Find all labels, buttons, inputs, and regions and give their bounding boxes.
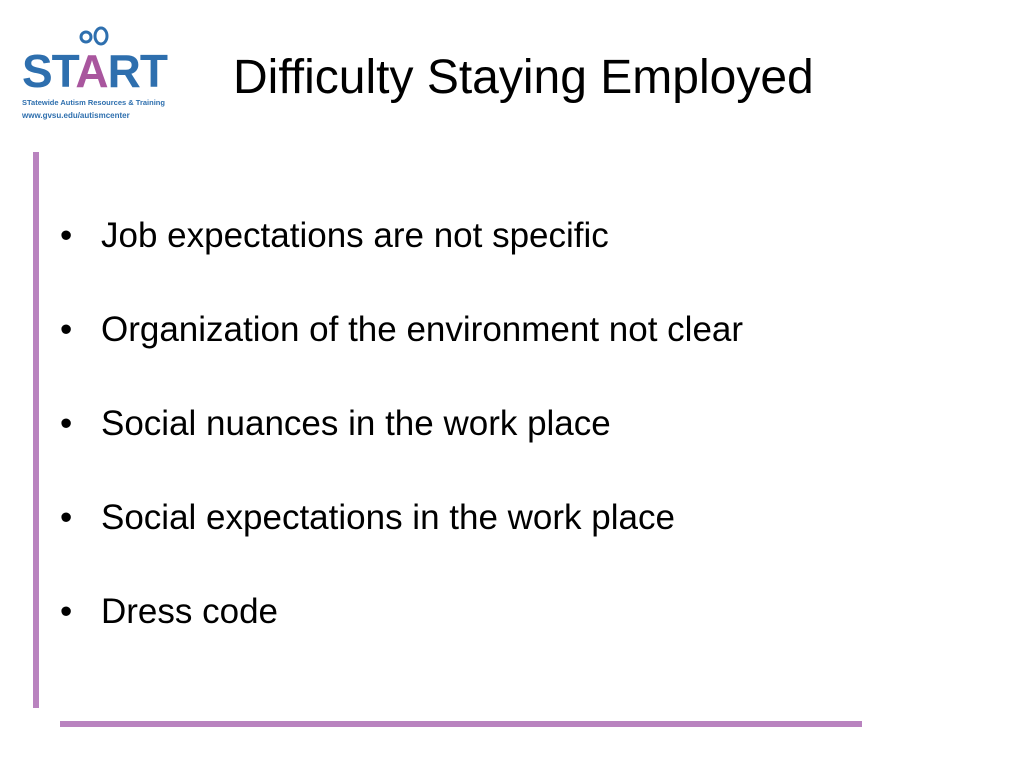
bullet-text: Organization of the environment not clear	[101, 310, 744, 349]
horizontal-accent-rule	[60, 721, 862, 727]
bullet-text: Job expectations are not specific	[101, 216, 609, 255]
bullet-marker: •	[60, 404, 73, 443]
bullet-marker: •	[60, 216, 73, 255]
bullet-text: Social expectations in the work place	[101, 498, 675, 537]
vertical-accent-rule	[33, 152, 39, 708]
bullet-text: Social nuances in the work place	[101, 404, 611, 443]
slide-title: Difficulty Staying Employed	[233, 51, 814, 104]
bullet-marker: •	[60, 592, 73, 631]
bullet-marker: •	[60, 310, 73, 349]
start-logo	[20, 26, 167, 122]
logo-tagline: STatewide Autism Resources & Training	[22, 98, 165, 107]
bullet-text: Dress code	[101, 592, 279, 631]
logo-wordmark: START	[22, 45, 167, 97]
logo-url: www.gvsu.edu/autismcenter	[22, 111, 130, 120]
bullet-marker: •	[60, 498, 73, 537]
